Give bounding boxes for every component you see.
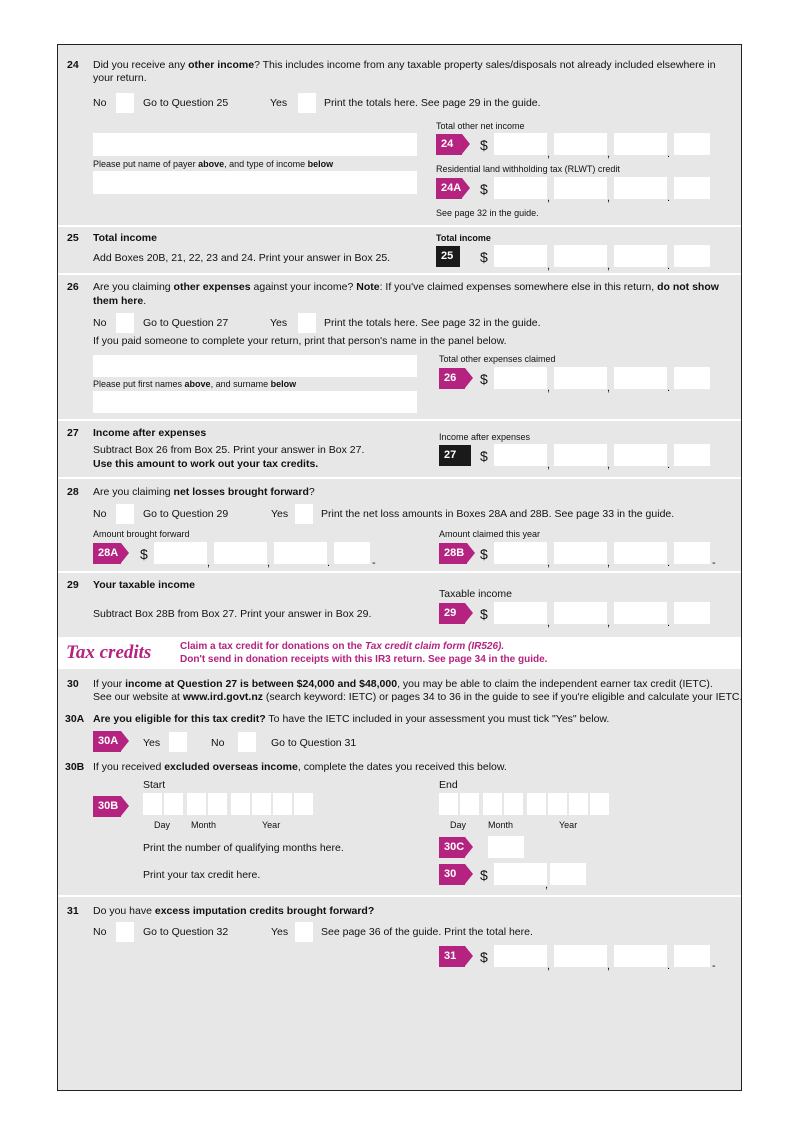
- amount-digit-box[interactable]: [691, 542, 710, 564]
- q25-instruction: Add Boxes 20B, 21, 22, 23 and 24. Print your answer in Box 25.: [93, 252, 391, 264]
- amount-separator: -: [712, 960, 716, 972]
- amount-separator: .: [667, 192, 671, 204]
- end-label: End: [439, 779, 458, 791]
- q28-number: 28: [67, 486, 79, 498]
- q28-yes-checkbox[interactable]: [295, 504, 313, 524]
- amount-separator: ,: [267, 557, 271, 569]
- date-digit-box[interactable]: [590, 793, 609, 815]
- q26-yes-checkbox[interactable]: [298, 313, 316, 333]
- q27-title: Income after expenses: [93, 427, 207, 439]
- amount-digit-box[interactable]: [248, 542, 267, 564]
- q24-number: 24: [67, 59, 79, 71]
- first-names-field[interactable]: [93, 355, 417, 377]
- q27-number: 27: [67, 427, 79, 439]
- amount-separator: .: [667, 459, 671, 471]
- q24-yes-checkbox[interactable]: [298, 93, 316, 113]
- amount-separator: ,: [547, 382, 551, 394]
- box-28b-tag: 28B: [439, 543, 467, 564]
- q26-paid-instruction: If you paid someone to complete your return, print that person's name in the panel below.: [93, 335, 507, 347]
- q24-no-checkbox[interactable]: [116, 93, 134, 113]
- q31-yes-label: Yes: [271, 926, 289, 938]
- question-24: [58, 45, 741, 229]
- date-digit-box[interactable]: [294, 793, 313, 815]
- box28a-label: Amount brought forward: [93, 529, 190, 539]
- q28-question: Are you claiming net losses brought forward?: [93, 486, 315, 498]
- q26-question-line2: them here.: [93, 295, 147, 307]
- q29-title: Your taxable income: [93, 579, 195, 591]
- q27-instruction: Subtract Box 26 from Box 25. Print your answer in Box 27.: [93, 444, 365, 456]
- q30a-yes-label: Yes: [143, 737, 161, 749]
- amount-digit-box[interactable]: [588, 133, 607, 155]
- amount-digit-box[interactable]: [528, 602, 547, 624]
- amount-separator: -: [712, 557, 716, 569]
- amount-digit-box[interactable]: [691, 945, 710, 967]
- amount-digit-box[interactable]: [648, 133, 667, 155]
- amount-digit-box[interactable]: [588, 444, 607, 466]
- payer-name-field[interactable]: [93, 133, 417, 156]
- q26-number: 26: [67, 281, 79, 293]
- q30b-number: 30B: [65, 761, 85, 773]
- q26-yes-label: Yes: [270, 317, 288, 329]
- end-month-label: Month: [488, 820, 514, 830]
- q28-goto: Go to Question 29: [143, 508, 229, 520]
- question-28: [58, 479, 741, 571]
- question-31: [58, 897, 741, 997]
- date-digit-box[interactable]: [164, 793, 183, 815]
- q30c-instruction: Print the number of qualifying months here.: [143, 842, 344, 854]
- q30b-question: If you received excluded overseas income, complete the dates you received this below.: [93, 761, 507, 773]
- box-24-tag: 24: [436, 134, 462, 155]
- date-digit-box[interactable]: [548, 793, 567, 815]
- end-year-label: Year: [559, 820, 578, 830]
- q28-no-checkbox[interactable]: [116, 504, 134, 524]
- question-27: [58, 421, 741, 477]
- amount-separator: ,: [547, 148, 551, 160]
- q24-print-instruction: Print the totals here. See page 29 in the guide.: [324, 97, 541, 109]
- amount-separator: ,: [607, 148, 611, 160]
- box25-label: Total income: [436, 233, 491, 243]
- amount-digit-box[interactable]: [648, 542, 667, 564]
- date-digit-box[interactable]: [569, 793, 588, 815]
- box-31-tag: 31: [439, 946, 465, 967]
- box-30-tag: 30: [439, 864, 465, 885]
- box28a-dollar: $: [140, 546, 148, 562]
- box-28a-tag: 28A: [93, 543, 121, 564]
- box24a-dollar: $: [480, 181, 488, 197]
- amount-separator: ,: [607, 459, 611, 471]
- amount-digit-box[interactable]: [691, 444, 710, 466]
- box25-dollar: $: [480, 249, 488, 265]
- amount-digit-box[interactable]: [588, 945, 607, 967]
- box-26-tag: 26: [439, 368, 465, 389]
- q28-print-instruction: Print the net loss amounts in Boxes 28A and 28B. See page 33 in the guide.: [321, 508, 675, 520]
- amount-digit-box[interactable]: [351, 542, 370, 564]
- amount-digit-box[interactable]: [691, 602, 710, 624]
- q28-no-label: No: [93, 508, 107, 520]
- q30a-no-checkbox[interactable]: [238, 732, 256, 752]
- amount-separator: -: [372, 557, 376, 569]
- q30-text: If your income at Question 27 is between $24,000 and $48,000, you may be able to claim the independent earner tax credit (IETC).: [93, 678, 713, 690]
- amount-separator: ,: [547, 260, 551, 272]
- q29-instruction: Subtract Box 28B from Box 27. Print your answer in Box 29.: [93, 608, 372, 620]
- q24-see-page: See page 32 in the guide.: [436, 208, 539, 218]
- q31-no-checkbox[interactable]: [116, 922, 134, 942]
- amount-digit-box[interactable]: [648, 444, 667, 466]
- q27-instruction-bold: Use this amount to work out your tax credits.: [93, 458, 319, 470]
- donation-note-line1: Claim a tax credit for donations on the Tax credit claim form (IR526).: [180, 641, 505, 652]
- box-30b-tag: 30B: [93, 796, 121, 817]
- names-instruction: Please put first names above, and surname below: [93, 379, 297, 389]
- amount-digit-box[interactable]: [588, 367, 607, 389]
- amount-digit-box[interactable]: [528, 367, 547, 389]
- surname-field[interactable]: [93, 391, 417, 413]
- amount-digit-box[interactable]: [528, 444, 547, 466]
- q31-yes-checkbox[interactable]: [295, 922, 313, 942]
- q24-question-line2: your return.: [93, 72, 147, 84]
- box27-label: Income after expenses: [439, 432, 531, 442]
- box26-label: Total other expenses claimed: [439, 354, 556, 364]
- amount-separator: ,: [547, 192, 551, 204]
- q26-print-instruction: Print the totals here. See page 32 in the guide.: [324, 317, 541, 329]
- amount-digit-box[interactable]: [648, 177, 667, 199]
- tax-credits-banner: [58, 637, 741, 669]
- start-month-label: Month: [191, 820, 217, 830]
- amount-digit-box[interactable]: [648, 367, 667, 389]
- date-digit-box[interactable]: [504, 793, 523, 815]
- box29-label: Taxable income: [439, 588, 512, 600]
- amount-digit-box[interactable]: [528, 177, 547, 199]
- q30a-goto: Go to Question 31: [271, 737, 357, 749]
- box30-digit[interactable]: [567, 863, 586, 885]
- q30-number: 30: [67, 678, 79, 690]
- box29-dollar: $: [480, 606, 488, 622]
- amount-digit-box[interactable]: [648, 602, 667, 624]
- income-type-field[interactable]: [93, 171, 417, 194]
- start-day-label: Day: [154, 820, 171, 830]
- q30a-yes-checkbox[interactable]: [169, 732, 187, 752]
- amount-separator: ,: [547, 960, 551, 972]
- q26-goto: Go to Question 27: [143, 317, 229, 329]
- date-digit-box[interactable]: [231, 793, 250, 815]
- date-digit-box[interactable]: [187, 793, 206, 815]
- date-digit-box[interactable]: [439, 793, 458, 815]
- amount-separator: ,: [547, 617, 551, 629]
- box30-dollar: $: [480, 867, 488, 883]
- q26-no-label: No: [93, 317, 107, 329]
- amount-digit-box[interactable]: [691, 177, 710, 199]
- payer-instruction: Please put name of payer above, and type of income below: [93, 159, 334, 169]
- q24-no-label: No: [93, 97, 107, 109]
- box30-comma: ,: [545, 879, 549, 891]
- amount-separator: ,: [207, 557, 211, 569]
- q31-print-instruction: See page 36 of the guide. Print the total here.: [321, 926, 533, 938]
- q25-title: Total income: [93, 232, 157, 244]
- q30-text-line2: See our website at www.ird.govt.nz (search keyword: IETC) or pages 34 to 36 in the guide to see if you're eligible and calculate your IETC.: [93, 691, 743, 703]
- amount-separator: .: [667, 260, 671, 272]
- amount-digit-box[interactable]: [528, 245, 547, 267]
- box27-dollar: $: [480, 448, 488, 464]
- amount-digit-box[interactable]: [528, 542, 547, 564]
- amount-separator: ,: [547, 459, 551, 471]
- q24-goto: Go to Question 25: [143, 97, 229, 109]
- date-digit-box[interactable]: [208, 793, 227, 815]
- q26-question: Are you claiming other expenses against your income? Note: If you've claimed expenses somewhere else in this return, do not show: [93, 281, 719, 293]
- q30a-question: Are you eligible for this tax credit? To have the IETC included in your assessment you must tick "Yes" below.: [93, 713, 610, 725]
- box-25-tag: 25: [436, 246, 460, 267]
- q30a-no-label: No: [211, 737, 225, 749]
- q31-number: 31: [67, 905, 79, 917]
- box24-dollar: $: [480, 137, 488, 153]
- q31-no-label: No: [93, 926, 107, 938]
- q30-credit-instruction: Print your tax credit here.: [143, 869, 261, 881]
- q31-question: Do you have excess imputation credits brought forward?: [93, 905, 375, 917]
- question-29: [58, 573, 741, 635]
- question-30: [58, 671, 741, 893]
- box28b-dollar: $: [480, 546, 488, 562]
- q24-question: Did you receive any other income? This includes income from any taxable property sales/disposals not already included elsewhere in: [93, 59, 716, 71]
- amount-digit-box[interactable]: [308, 542, 327, 564]
- amount-digit-box[interactable]: [188, 542, 207, 564]
- date-digit-box[interactable]: [252, 793, 271, 815]
- box24-label: Total other net income: [436, 121, 525, 131]
- amount-separator: ,: [607, 260, 611, 272]
- amount-digit-box[interactable]: [648, 945, 667, 967]
- q24-yes-label: Yes: [270, 97, 288, 109]
- q30a-number: 30A: [65, 713, 85, 725]
- amount-separator: .: [667, 148, 671, 160]
- question-26: [58, 275, 741, 419]
- box-27-tag: 27: [439, 445, 471, 466]
- amount-digit-box[interactable]: [691, 367, 710, 389]
- ir3-form-page: [57, 44, 742, 1091]
- box28b-label: Amount claimed this year: [439, 529, 541, 539]
- amount-separator: .: [327, 557, 331, 569]
- amount-digit-box[interactable]: [648, 245, 667, 267]
- q28-yes-label: Yes: [271, 508, 289, 520]
- amount-separator: .: [667, 557, 671, 569]
- amount-digit-box[interactable]: [588, 602, 607, 624]
- tax-credits-heading: Tax credits: [66, 642, 152, 663]
- box-30c-tag: 30C: [439, 837, 465, 858]
- date-digit-box[interactable]: [483, 793, 502, 815]
- amount-digit-box[interactable]: [691, 133, 710, 155]
- rlwt-label: Residential land withholding tax (RLWT) credit: [436, 164, 620, 174]
- amount-digit-box[interactable]: [691, 245, 710, 267]
- amount-digit-box[interactable]: [588, 245, 607, 267]
- q25-number: 25: [67, 232, 79, 244]
- amount-digit-box[interactable]: [528, 945, 547, 967]
- amount-digit-box[interactable]: [528, 133, 547, 155]
- q29-number: 29: [67, 579, 79, 591]
- box30c-digit[interactable]: [505, 836, 524, 858]
- amount-separator: .: [667, 960, 671, 972]
- amount-separator: ,: [607, 960, 611, 972]
- amount-separator: ,: [607, 557, 611, 569]
- date-digit-box[interactable]: [527, 793, 546, 815]
- amount-separator: ,: [607, 382, 611, 394]
- amount-separator: ,: [607, 192, 611, 204]
- box-30a-tag: 30A: [93, 731, 121, 752]
- q26-no-checkbox[interactable]: [116, 313, 134, 333]
- box-24a-tag: 24A: [436, 178, 462, 199]
- start-label: Start: [143, 779, 166, 791]
- donation-note-line2: Don't send in donation receipts with this IR3 return. See page 34 in the guide.: [180, 654, 548, 665]
- date-digit-box[interactable]: [143, 793, 162, 815]
- amount-separator: ,: [607, 617, 611, 629]
- question-25: [58, 227, 741, 273]
- amount-separator: .: [667, 617, 671, 629]
- end-day-label: Day: [450, 820, 467, 830]
- q31-goto: Go to Question 32: [143, 926, 229, 938]
- box26-dollar: $: [480, 371, 488, 387]
- date-digit-box[interactable]: [273, 793, 292, 815]
- amount-digit-box[interactable]: [588, 542, 607, 564]
- date-digit-box[interactable]: [460, 793, 479, 815]
- box31-dollar: $: [480, 949, 488, 965]
- start-year-label: Year: [262, 820, 281, 830]
- amount-digit-box[interactable]: [588, 177, 607, 199]
- box-29-tag: 29: [439, 603, 465, 624]
- amount-separator: ,: [547, 557, 551, 569]
- amount-separator: .: [667, 382, 671, 394]
